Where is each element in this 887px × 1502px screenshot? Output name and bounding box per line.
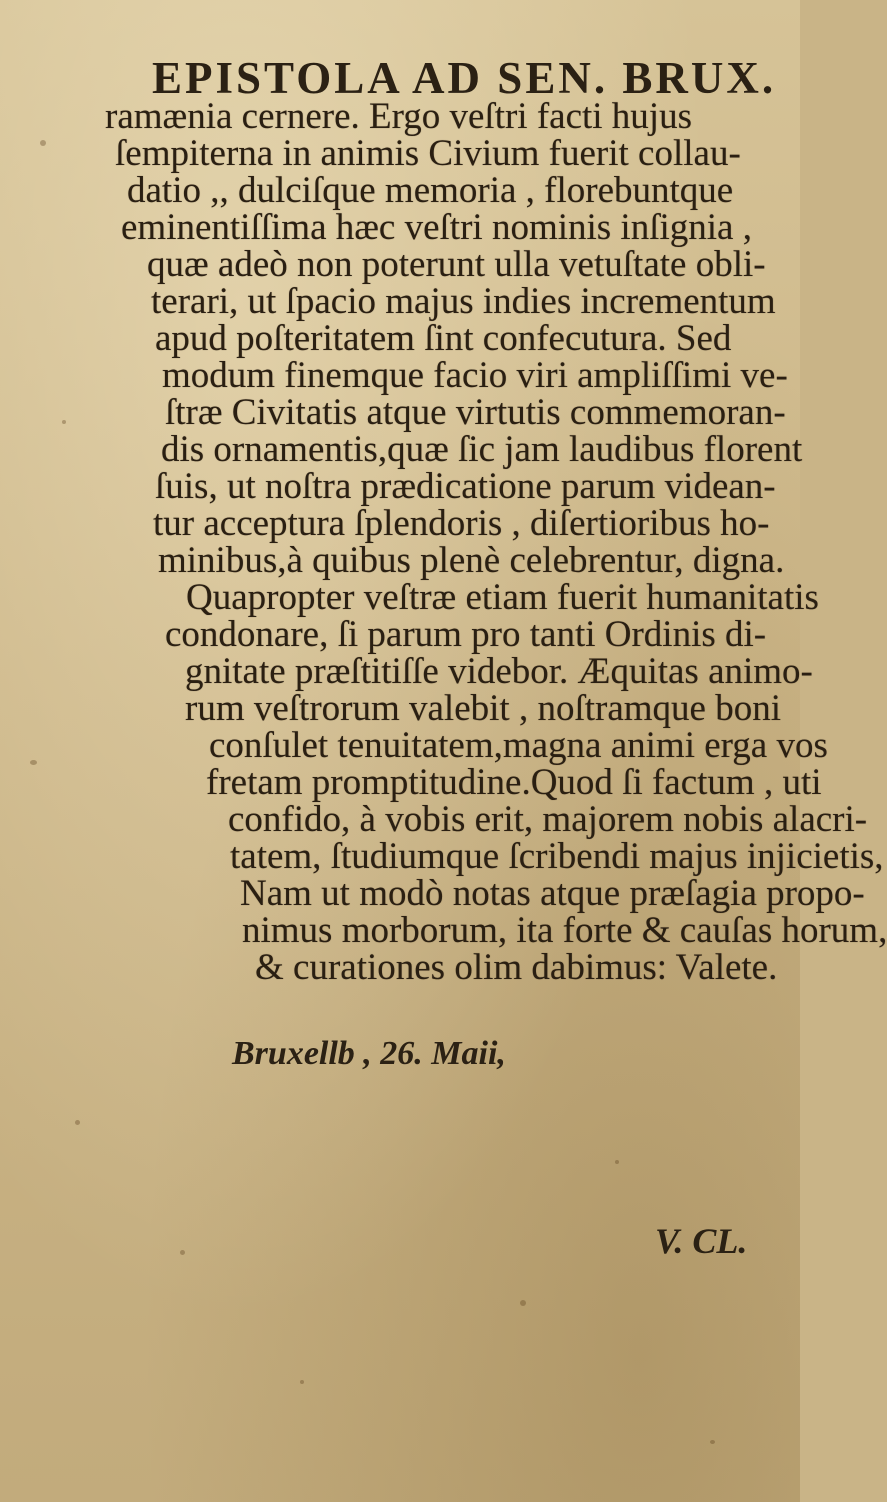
text-line: tur acceptura ſplendoris , diſertioribus ho- — [153, 503, 770, 544]
text-line: fretam promptitudine.Quod ſi factum , uti — [206, 762, 822, 803]
text-line: ramænia cernere. Ergo veſtri facti hujus — [105, 96, 692, 137]
catchword: V. CL. — [655, 1221, 748, 1261]
text-line: terari, ut ſpacio majus indies incrementum — [151, 281, 776, 322]
text-line: & curationes olim dabimus: Valete. — [255, 947, 778, 988]
text-line: ſtræ Civitatis atque virtutis commemoran- — [165, 392, 786, 433]
text-line: rum veſtrorum valebit , noſtramque boni — [185, 688, 781, 729]
text-line: datio ,, dulciſque memoria , florebuntque — [127, 170, 734, 211]
text-line: Quapropter veſtræ etiam fuerit humanitatis — [186, 577, 819, 618]
place-date-signoff: Bruxellb , 26. Maii, — [232, 1035, 506, 1072]
text-line: condonare, ſi parum pro tanti Ordinis di- — [165, 614, 767, 655]
text-line: nimus morborum, ita forte & cauſas horum, — [242, 910, 887, 951]
text-line: minibus,à quibus plenè celebrentur, digna. — [158, 540, 785, 581]
text-line: Nam ut modò notas atque præſagia propo- — [240, 873, 865, 914]
text-line: dis ornamentis,quæ ſic jam laudibus florent — [161, 429, 803, 470]
text-line: quæ adeò non poterunt ulla vetuſtate obli- — [147, 244, 766, 285]
text-line: ſuis, ut noſtra prædicatione parum videan- — [155, 466, 776, 507]
text-line: gnitate præſtitiſſe videbor. Æquitas animo- — [185, 651, 813, 692]
text-line: apud poſteritatem ſint confecutura. Sed — [155, 318, 732, 359]
text-line: conſulet tenuitatem,magna animi erga vos — [209, 725, 828, 766]
text-line: tatem, ſtudiumque ſcribendi majus injicietis, — [230, 836, 884, 877]
text-line: modum finemque facio viri ampliſſimi ve- — [162, 355, 788, 396]
text-line: confido, à vobis erit, majorem nobis alacri- — [228, 799, 868, 840]
letter-body — [105, 96, 887, 988]
text-line: ſempiterna in animis Civium fuerit collau- — [115, 133, 741, 174]
text-line: eminentiſſima hæc veſtri nominis inſignia , — [121, 207, 752, 248]
running-title: EPISTOLA AD SEN. BRUX. — [152, 53, 777, 103]
